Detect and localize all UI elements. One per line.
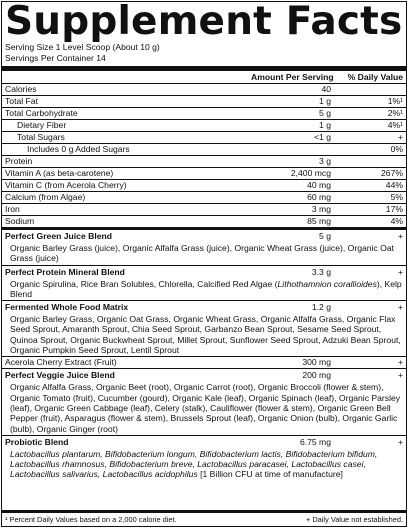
nutrient-row-calories [2, 84, 406, 96]
nutrient-name: Total Fat [5, 96, 38, 106]
footnote-dv-not-established: + Daily Value not established. [305, 515, 403, 524]
amount-header: Amount Per Serving [251, 72, 334, 82]
nutrient-dv: + [397, 132, 403, 142]
servings-per-container: Servings Per Container 14 [5, 53, 106, 63]
blend-dv: + [397, 302, 403, 313]
nutrient-amount: 2,400 mcg [290, 168, 331, 178]
blend-header-protein-mineral [2, 266, 406, 278]
nutrient-dv: 4% [390, 216, 403, 226]
nutrient-amount: 40 mg [307, 180, 331, 190]
ingredients-italic-text: Lactobacillus plantarum, Bifidobacterium longum, Bifidobacterium lactis, Bifidobacterium bifidum, Lactobacillus rhamnosus, Bifidobacterium breve, Lactobacillus paracasei, Lactobacillus casei, Lactobacillus salivarius, Lactobacillus acidophilus [10, 448, 378, 480]
nutrient-row-total-fat [2, 96, 406, 108]
nutrient-name: Includes 0 g Added Sugars [27, 144, 130, 154]
ingredient-name: Acerola Cherry Extract (Fruit) [5, 357, 117, 368]
nutrient-amount: 60 mg [307, 192, 331, 202]
blend-amount: 1.2 g [311, 302, 331, 313]
blend-header-fermented-matrix [2, 301, 406, 313]
nutrient-name: Dietary Fiber [17, 120, 67, 130]
blend-ingredients-protein-mineral [2, 278, 406, 302]
nutrient-row-protein [2, 156, 406, 168]
nutrient-amount: 3 g [319, 156, 331, 166]
supplement-facts-panel [1, 1, 407, 527]
blend-amount: 5 g [319, 231, 331, 241]
nutrient-name: Sodium [5, 216, 35, 226]
nutrient-amount: <1 g [314, 132, 331, 142]
blend-ingredients-green-juice: Organic Barley Grass (juice), Organic Alfalfa Grass (juice), Organic Wheat Grass (juice), Organic Oat Grass (juice) [2, 242, 406, 266]
nutrient-row-vitamin-a [2, 168, 406, 180]
blend-dv: + [397, 436, 403, 447]
nutrient-dv: 267% [381, 168, 403, 178]
blend-amount: 3.3 g [311, 266, 331, 277]
ingredients-text: Organic Spirulina, Rice Bran Solubles, Chlorella, Calcified Red Algae ( [10, 278, 278, 289]
nutrient-amount: 1 g [319, 120, 331, 130]
nutrient-name: Vitamin C (from Acerola Cherry) [5, 180, 127, 190]
nutrient-dv: 5% [390, 192, 403, 202]
blend-dv: + [397, 370, 403, 381]
blend-dv: + [397, 266, 403, 277]
column-header-row [2, 71, 406, 84]
blend-name: Fermented Whole Food Matrix [5, 302, 129, 313]
blend-name: Perfect Green Juice Blend [5, 231, 112, 241]
nutrient-row-added-sugars [2, 144, 406, 156]
blend-amount: 200 mg [302, 370, 331, 381]
nutrient-dv: 0% [390, 144, 403, 154]
blend-header-veggie-juice [2, 369, 406, 381]
nutrient-amount: 3 mg [311, 204, 331, 214]
blend-name: Probiotic Blend [5, 436, 69, 447]
nutrient-dv: 17% [385, 204, 403, 214]
nutrient-row-total-sugars [2, 132, 406, 144]
nutrient-row-calcium [2, 192, 406, 204]
ingredients-text: ), Kelp Blend [10, 278, 402, 299]
blend-ingredients-fermented-matrix: Organic Barley Grass, Organic Oat Grass, Organic Wheat Grass, Organic Alfalfa Grass, Organic Flax Seed Sprout, Amaranth Sprout, Chia Seed Sprout, Garbanzo Bean Sprout, Sesame Seed Sprout, Quinoa Sprout, Organic Buckwheat Sprout, Millet Sprout, Sunflower Seed Sprout, Adzuki Bean Sprout, Organic Pumpkin Seed Sprout, Lentil Sprout [2, 313, 406, 357]
row-acerola-cherry-extract [2, 357, 406, 369]
nutrient-name: Vitamin A (as beta-carotene) [5, 168, 114, 178]
nutrient-name: Protein [5, 156, 33, 166]
blend-ingredients-probiotic [2, 448, 406, 481]
nutrient-row-iron [2, 204, 406, 216]
ingredient-dv: + [397, 357, 403, 368]
blend-header-probiotic [2, 436, 406, 448]
nutrient-name: Calcium (from Algae) [5, 192, 86, 202]
blend-dv: + [397, 231, 403, 241]
blend-amount: 6.75 mg [299, 436, 331, 447]
nutrient-name: Total Sugars [17, 132, 65, 142]
footnote-percent-dv: ¹ Percent Daily Values based on a 2,000 calorie diet. [5, 515, 177, 524]
nutrient-amount: 1 g [319, 96, 331, 106]
nutrient-row-vitamin-c [2, 180, 406, 192]
nutrient-row-dietary-fiber [2, 120, 406, 132]
blend-name: Perfect Protein Mineral Blend [5, 266, 125, 277]
nutrient-name: Calories [5, 84, 37, 94]
nutrient-row-sodium [2, 216, 406, 230]
nutrient-dv: 2%¹ [387, 108, 403, 118]
footnote-row [2, 510, 406, 526]
blend-name: Perfect Veggie Juice Blend [5, 370, 115, 381]
nutrient-row-total-carbohydrate [2, 108, 406, 120]
serving-size: Serving Size 1 Level Scoop (About 10 g) [5, 42, 160, 52]
daily-value-header: % Daily Value [347, 72, 403, 82]
nutrient-amount: 40 [321, 84, 331, 94]
nutrient-amount: 85 mg [307, 216, 331, 226]
nutrient-name: Total Carbohydrate [5, 108, 78, 118]
ingredients-text: [1 Billion CFU at time of manufacture] [197, 469, 343, 480]
ingredient-amount: 300 mg [302, 357, 331, 368]
nutrient-name: Iron [5, 204, 20, 214]
blend-ingredients-veggie-juice: Organic Alfalfa Grass, Organic Beet (root), Organic Carrot (root), Organic Broccoli (flower & stem), Organic Tomato (fruit), Cucumber (gourd), Organic Kale (leaf), Organic Spinach (leaf), Organic Parsley (leaf), Organic Green Cabbage (leaf), Celery (stalk), Cauliflower (flower & stem), Organic Green Bell Pepper (fruit), Asparagus (flower & stem), Brussels Sprout (leaf), Organic Onion (bulb), Organic Garlic (bulb), Organic Ginger (root) [2, 381, 406, 435]
nutrient-amount: 5 g [319, 108, 331, 118]
panel-title: Supplement Facts [5, 1, 403, 44]
ingredients-italic-text: Lithothamnion corallioides [277, 278, 377, 289]
blend-header-green-juice [2, 230, 406, 242]
nutrient-dv: 1%¹ [387, 96, 403, 106]
nutrient-dv: 44% [385, 180, 403, 190]
nutrient-dv: 4%¹ [387, 120, 403, 130]
